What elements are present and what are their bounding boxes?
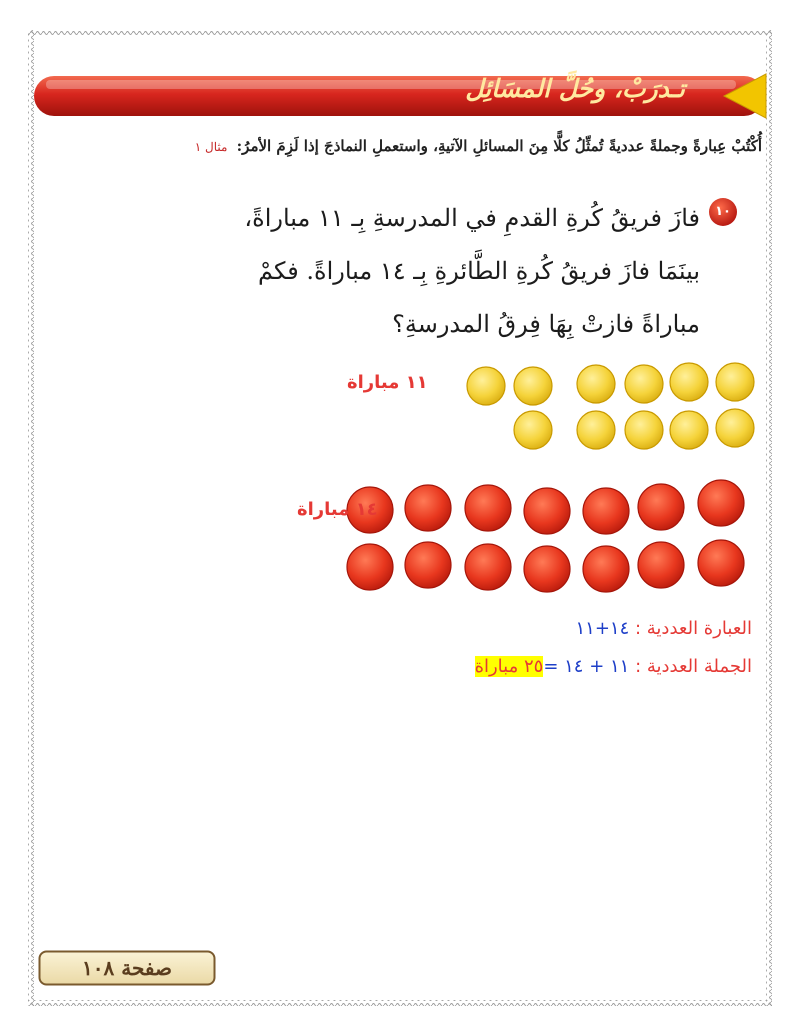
red-counter (405, 542, 451, 588)
yellow-counter (716, 409, 754, 447)
expression-value: ١٤+١١ (575, 618, 630, 639)
red-counter (465, 485, 511, 531)
question-number: ١٠ (715, 204, 731, 219)
sentence-label: الجملة العددية : (635, 656, 752, 677)
yellow-counter (670, 363, 708, 401)
page-number: صفحة ١٠٨ (82, 956, 172, 980)
yellow-counter (467, 367, 505, 405)
sentence-result: ٢٥ مباراة (474, 656, 544, 677)
red-counter (405, 485, 451, 531)
question-line-3: مباراةً فازتْ بِهَا فِرقُ المدرسةِ؟ (392, 310, 700, 338)
red-counter (638, 542, 684, 588)
numeric-expression (575, 618, 752, 639)
yellow-counter-group (467, 363, 754, 449)
yellow-counter (577, 365, 615, 403)
red-counter (698, 540, 744, 586)
red-counter (347, 544, 393, 590)
yellow-counter (625, 411, 663, 449)
yellow-counter (577, 411, 615, 449)
question-line-2: بينَمَا فازَ فريقُ كُرةِ الطَّائرةِ بِـ ١٤ مباراةً. فكمْ (258, 257, 700, 285)
red-counter (638, 484, 684, 530)
yellow-counter (514, 411, 552, 449)
yellow-counter (670, 411, 708, 449)
yellow-counter (716, 363, 754, 401)
red-count-label: ١٤ مباراة (297, 499, 378, 520)
example-reference: مثال ١ (194, 140, 228, 154)
red-counter (524, 488, 570, 534)
red-counter (698, 480, 744, 526)
numeric-sentence (475, 656, 752, 677)
instructions-body: أُكْتُبْ عِبارةً وجملةً عدديةً تُمثِّلُ كلًّا مِنَ المسائلِ الآتيةِ، واستعملِ النماذجَ إذا لَزِمَ الأمرُ: (236, 137, 762, 155)
yellow-counter (514, 367, 552, 405)
question-line-1: فازَ فريقُ كُرةِ القدمِ في المدرسةِ بِـ ١١ مباراةً، (244, 204, 700, 232)
expression-label: العبارة العددية : (634, 618, 752, 639)
red-counter (583, 546, 629, 592)
red-counter (465, 544, 511, 590)
red-counter (583, 488, 629, 534)
yellow-count-label: ١١ مباراة (347, 372, 428, 393)
section-title: تـدرَبْ، وحُلَّ المسَائِل (465, 74, 685, 103)
red-counter (524, 546, 570, 592)
yellow-counter (625, 365, 663, 403)
sentence-equation: ١١ + ١٤ = (543, 656, 630, 677)
red-counter-group (347, 480, 744, 592)
